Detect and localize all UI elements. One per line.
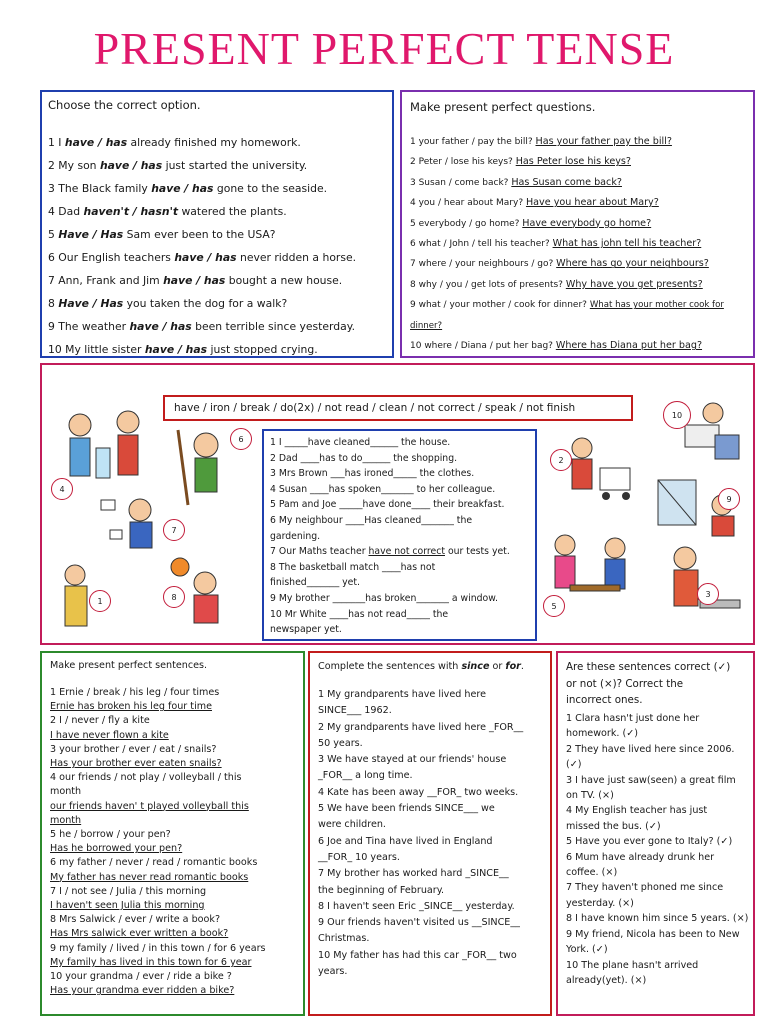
fill-in-line: 2 Dad ____has to do______ the shopping.: [270, 452, 458, 464]
exercise-item: [410, 193, 724, 213]
exercise-line: 1 My grandparents have lived here: [318, 689, 486, 700]
exercise-item: [48, 315, 356, 338]
option-pair: have / has: [163, 274, 226, 287]
prompt-line: 2 I / never / fly a kite: [50, 715, 150, 727]
shopping-cart-illustration: [560, 430, 640, 510]
exercise-line: _FOR__ a long time.: [318, 770, 413, 782]
exercise-line: Christmas.: [318, 933, 370, 945]
item-text: 6 Our English teachers: [48, 251, 175, 264]
woman-ironing-illustration: [650, 540, 745, 630]
fill-in-line: newspaper yet.: [270, 624, 342, 636]
exercise-item: [410, 254, 724, 274]
exercise-line: 1 Clara hasn't just done her: [566, 713, 700, 724]
prompt-line: 10 your grandma / ever / ride a bike ?: [50, 971, 232, 983]
prompt-text: 7 where / your neighbours / go?: [410, 259, 557, 270]
exercise-list: [410, 132, 724, 356]
answer-line: Has Mrs salwick ever written a book?: [50, 928, 229, 940]
item-text: 8: [48, 297, 59, 310]
answer-text: Has Susan come back?: [511, 176, 622, 188]
prompt-line: 7 I / not see / Julia / this morning: [50, 885, 207, 897]
item-text: never ridden a horse.: [236, 251, 357, 264]
prompt-text: 5 everybody / go home?: [410, 218, 523, 229]
prompt-text: 3 Susan / come back?: [410, 177, 512, 188]
picture-marker-5: 5: [543, 595, 565, 617]
item-text: 3 The Black family: [48, 182, 152, 195]
exercise-item: [48, 292, 356, 315]
prompt-text: 2 Peter / lose his keys?: [410, 157, 516, 168]
exercise-line: were children.: [318, 819, 386, 831]
for-keyword: for: [505, 661, 521, 672]
exercise-item: [48, 338, 356, 361]
exercise-line: 3 I have just saw(seen) a great film: [566, 774, 736, 786]
fill-in-line: 8 The basketball match ____has not: [270, 561, 436, 573]
fill-in-line: 1 I _____have cleaned______ the house.: [270, 437, 451, 448]
answer-text: Have you hear about Mary?: [525, 197, 659, 209]
word-bank: have / iron / break / do(2x) / not read / clean / not correct / speak / not finish: [163, 395, 633, 421]
picture-marker-1: 1: [89, 590, 111, 612]
picture-marker-3: 3: [697, 583, 719, 605]
item-text: 4 Dad: [48, 205, 84, 218]
exercise-item: [410, 132, 724, 152]
exercise-item: [48, 131, 356, 154]
exercise-item: [410, 152, 724, 172]
option-pair: have / has: [144, 343, 208, 356]
heading-line: or not (×)? Correct the: [566, 677, 684, 690]
picture-marker-7: 7: [163, 519, 185, 541]
prompt-line: 6 my father / never / read / romantic books: [50, 857, 258, 869]
fill-in-line: 10 Mr White ____has not read_____ the: [270, 608, 449, 620]
fill-in-line: 7 Our Maths teacher have not correct our tests yet.: [270, 546, 510, 558]
fill-in-line: gardening.: [270, 530, 321, 542]
exercise-list: [566, 711, 748, 988]
fill-in-line: 3 Mrs Brown ___has ironed_____ the clothes.: [270, 468, 475, 480]
section-heading: Make present perfect questions.: [410, 100, 596, 114]
prompt-line: 1 Ernie / break / his leg / four times: [50, 687, 220, 698]
answer-line: I haven't seen Julia this morning: [50, 900, 205, 912]
item-text: bought a new house.: [225, 274, 343, 287]
exercise-list: [318, 687, 523, 980]
option-pair: have / has: [151, 182, 214, 195]
exercise-line: coffee. (×): [566, 867, 618, 879]
gardener-with-rake-illustration: [168, 425, 238, 510]
exercise-item: [410, 295, 724, 315]
fill-in-line: 6 My neighbour ____Has cleaned_______ the: [270, 514, 473, 526]
exercise-item: [410, 173, 724, 193]
exercise-item: [48, 154, 356, 177]
exercise-line: 8 I have known him since 5 years. (×): [566, 913, 749, 925]
picture-marker-10: 10: [663, 401, 691, 429]
exercise-line: missed the bus. (✓): [566, 820, 661, 832]
exercise-line: SINCE___ 1962.: [318, 705, 392, 717]
item-text: 9 The weather: [48, 320, 130, 333]
exercise-line: 9 My friend, Nicola has been to New: [566, 928, 740, 940]
exercise-line: York. (✓): [566, 944, 608, 956]
fill-in-line: finished_______ yet.: [270, 577, 361, 589]
picture-marker-8: 8: [163, 586, 185, 608]
make-sentences-section: [40, 651, 305, 1016]
exercise-line: 9 Our friends haven't visited us __SINCE__: [318, 917, 520, 929]
exercise-line: 6 Mum have already drunk her: [566, 851, 715, 863]
prompt-text: 4 you / hear about Mary?: [410, 198, 526, 209]
exercise-line: __FOR_ 10 years.: [318, 851, 400, 863]
option-pair: have / has: [99, 159, 163, 172]
option-pair: have / has: [174, 251, 237, 264]
exercise-item: [48, 269, 356, 292]
option-pair: Have / Has: [58, 228, 124, 241]
item-text: been terrible since yesterday.: [191, 320, 356, 333]
answer-line: Ernie has broken his leg four time: [50, 701, 212, 713]
fill-in-line: 5 Pam and Joe _____have done____ their breakfast.: [270, 499, 505, 511]
item-text: 7 Ann, Frank and Jim: [48, 274, 164, 287]
option-pair: have / has: [129, 320, 192, 333]
fill-in-list: [262, 429, 537, 641]
option-pair: have / has: [64, 136, 128, 149]
prompt-line: 9 my family / lived / in this town / for 6 years: [50, 942, 266, 954]
exercise-line: 2 They have lived here since 2006.: [566, 743, 735, 755]
answer-line: I have never flown a kite: [50, 729, 169, 741]
item-text: just stopped crying.: [207, 343, 318, 356]
exercise-item: [410, 336, 724, 356]
exercise-line: 4 Kate has been away __FOR_ two weeks.: [318, 786, 519, 798]
exercise-line: 7 My brother has worked hard _SINCE__: [318, 868, 509, 880]
underlined-answer: have not correct: [368, 546, 445, 558]
exercise-line: 5 We have been friends SINCE___ we: [318, 803, 495, 815]
prompt-line: 3 your brother / ever / eat / snails?: [50, 743, 217, 755]
prompt-line: 8 Mrs Salwick / ever / write a book?: [50, 914, 221, 926]
exercise-line: 10 My father has had this car _FOR__ two: [318, 949, 517, 961]
prompt-line: 5 he / borrow / your pen?: [50, 829, 171, 841]
exercise-line: 7 They haven't phoned me since: [566, 882, 724, 894]
answer-line: Has he borrowed your pen?: [50, 843, 183, 855]
prompt-text: 8 why / you / get lots of presents?: [410, 279, 566, 290]
answer-text: Has Peter lose his keys?: [515, 156, 631, 168]
fill-in-line: 9 My brother _______has broken_______ a window.: [270, 592, 498, 604]
exercise-line: on TV. (×): [566, 790, 614, 802]
exercise-line: 2 My grandparents have lived here _FOR__: [318, 721, 524, 733]
exercise-line: already(yet). (×): [566, 974, 647, 986]
exercise-list: [48, 131, 356, 361]
section-heading: Choose the correct option.: [48, 98, 201, 112]
item-text: you taken the dog for a walk?: [123, 297, 288, 310]
exercise-list: [50, 686, 266, 998]
exercise-item: [410, 214, 724, 234]
exercise-line: 3 We have stayed at our friends' house: [318, 754, 507, 766]
answer-text: dinner?: [410, 320, 443, 331]
answer-text: Has your father pay the bill?: [535, 136, 672, 147]
exercise-line: years.: [318, 966, 348, 978]
prompt-text: 9 what / your mother / cook for dinner?: [410, 300, 590, 311]
questions-section: [400, 90, 755, 358]
answer-line: My family has lived in this town for 6 year: [50, 956, 252, 968]
exercise-item: [48, 223, 356, 246]
section-heading: Make present perfect sentences.: [50, 660, 208, 671]
exercise-line: (✓): [566, 759, 582, 771]
item-text: 5: [48, 228, 59, 241]
option-pair: Have / Has: [58, 297, 124, 310]
exercise-line: 10 The plane hasn't arrived: [566, 959, 699, 971]
since-for-section: [308, 651, 552, 1016]
item-text: gone to the seaside.: [213, 182, 328, 195]
prompt-text: 10 where / Diana / put her bag?: [410, 341, 556, 352]
answer-line: Has your brother ever eaten snails?: [50, 758, 222, 770]
heading-line: Are these sentences correct (✓): [566, 661, 731, 673]
item-text: Sam ever been to the USA?: [123, 228, 276, 241]
since-keyword: since: [461, 661, 490, 672]
picture-marker-6: 6: [230, 428, 252, 450]
choose-option-section: [40, 90, 394, 358]
exercise-item: [410, 275, 724, 295]
picture-marker-9: 9: [718, 488, 740, 510]
exercise-line: 5 Have you ever gone to Italy? (✓): [566, 836, 733, 848]
prompt-line: month: [50, 786, 82, 798]
answer-text: Why have you get presents?: [565, 278, 703, 290]
prompt-line: 4 our friends / not play / volleyball / this: [50, 772, 242, 784]
exercise-line: 8 I haven't seen Eric _SINCE__ yesterday.: [318, 900, 515, 912]
prompt-text: 1 your father / pay the bill?: [410, 137, 536, 147]
exercise-line: 4 My English teacher has just: [566, 805, 708, 817]
item-text: 2 My son: [48, 159, 100, 172]
page-title: PRESENT PERFECT TENSE: [93, 23, 675, 74]
answer-line: Has your grandma ever ridden a bike?: [50, 985, 235, 997]
item-text: 10 My little sister: [48, 343, 145, 356]
picture-marker-4: 4: [51, 478, 73, 500]
heading-line: incorrect ones.: [566, 694, 643, 706]
section-heading: [566, 659, 730, 709]
prompt-text: 6 what / John / tell his teacher?: [410, 239, 553, 250]
option-pair: haven't / hasn't: [83, 205, 179, 218]
answer-text: What has your mother cook for: [589, 300, 724, 311]
section-heading: Complete the sentences with since or for.: [318, 661, 524, 672]
item-text: 1 I: [48, 136, 65, 149]
exercise-line: homework. (✓): [566, 728, 639, 740]
exercise-item: [410, 234, 724, 254]
exercise-line: the beginning of February.: [318, 884, 445, 896]
answer-text: Where has Diana put her bag?: [555, 340, 703, 352]
fill-in-line: 4 Susan ____has spoken_______ to her colleague.: [270, 483, 496, 495]
exercise-line: 50 years.: [318, 737, 363, 749]
exercise-item: [48, 200, 356, 223]
exercise-item: [48, 246, 356, 269]
exercise-line: 6 Joe and Tina have lived in England: [318, 835, 493, 847]
exercise-item: [48, 177, 356, 200]
exercise-line: yesterday. (×): [566, 897, 634, 909]
item-text: already finished my homework.: [127, 136, 301, 149]
exercise-item-continued: [410, 316, 724, 336]
answer-line: My father has never read romantic books: [50, 871, 249, 883]
item-text: watered the plants.: [178, 205, 287, 218]
answer-text: What has john tell his teacher?: [552, 238, 702, 250]
answer-text: Have everybody go home?: [522, 217, 652, 229]
answer-text: Where has go your neighbours?: [556, 258, 709, 270]
answer-line: our friends haven' t played volleyball this: [50, 800, 249, 812]
answer-line: month: [50, 814, 82, 826]
correct-or-not-section: [556, 651, 755, 1016]
picture-marker-2: 2: [550, 449, 572, 471]
item-text: just started the university.: [162, 159, 308, 172]
